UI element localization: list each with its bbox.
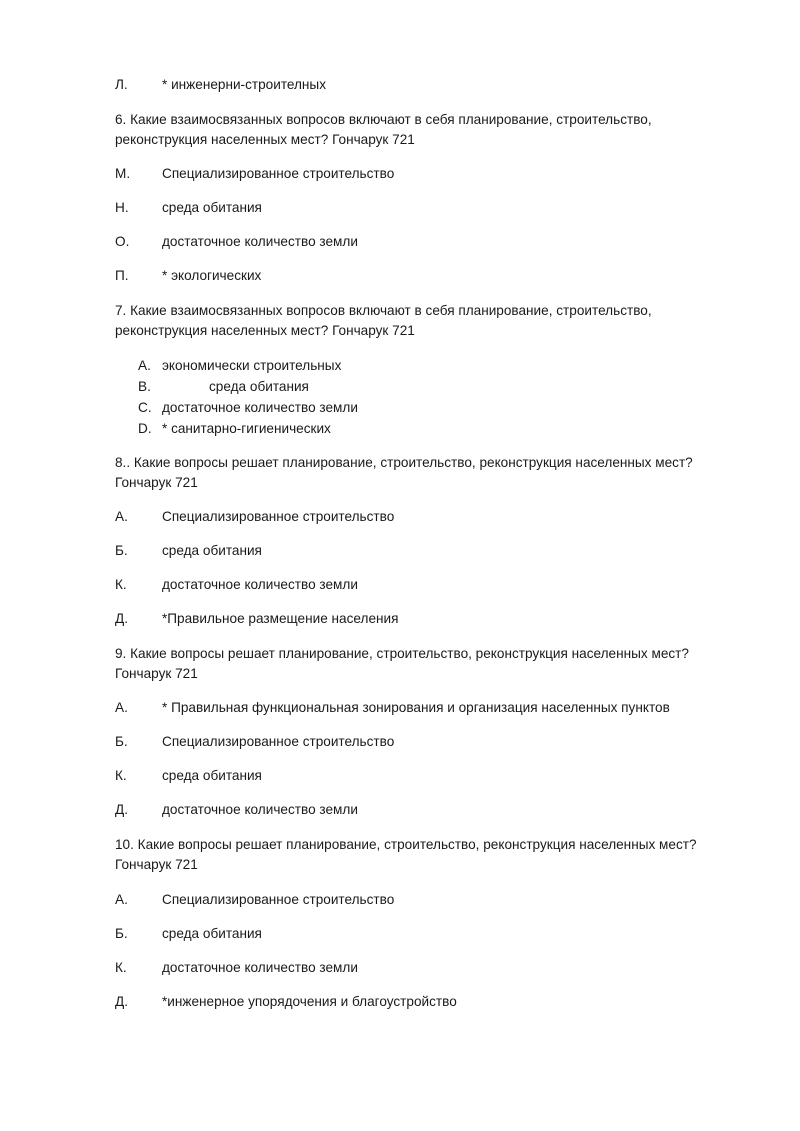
option-letter: А. <box>115 892 128 907</box>
option-text: Специализированное строительство <box>162 892 395 907</box>
option-text: * экологических <box>162 268 262 283</box>
option-text: * Правильная функциональная зонирования и организация населенных пунктов <box>162 700 670 715</box>
answer-option <box>0 266 800 286</box>
answer-option <box>0 419 800 439</box>
option-text: достаточное количество земли <box>162 234 358 249</box>
question-line: реконструкция населенных мест? Гончарук 721 <box>115 323 415 338</box>
option-text: среда обитания <box>162 926 262 941</box>
option-text: достаточное количество земли <box>162 960 358 975</box>
option-letter: О. <box>115 234 130 249</box>
answer-option <box>0 800 800 820</box>
option-letter: А. <box>115 700 128 715</box>
option-letter: Б. <box>115 543 128 558</box>
question-line: Гончарук 721 <box>115 666 198 681</box>
question-line: Гончарук 721 <box>115 857 198 872</box>
option-text: достаточное количество земли <box>162 577 358 592</box>
option-text: Специализированное строительство <box>162 509 395 524</box>
option-letter: A. <box>138 358 151 373</box>
answer-option <box>0 924 800 944</box>
option-text: * инженерни-строителных <box>162 77 327 92</box>
question-line: реконструкция населенных мест? Гончарук 721 <box>115 132 415 147</box>
option-letter: П. <box>115 268 129 283</box>
answer-option <box>0 890 800 910</box>
answer-option <box>0 958 800 978</box>
answer-option <box>0 164 800 184</box>
answer-option <box>0 541 800 561</box>
option-text: Специализированное строительство <box>162 166 395 181</box>
answer-option <box>0 507 800 527</box>
answer-option <box>0 575 800 595</box>
question-line: 8.. Какие вопросы решает планирование, строительство, реконструкция населенных мест? <box>115 455 693 470</box>
answer-option <box>0 609 800 629</box>
option-text: среда обитания <box>162 768 262 783</box>
option-letter: Л. <box>115 77 128 92</box>
option-letter: Н. <box>115 200 129 215</box>
answer-option <box>0 198 800 218</box>
option-letter: К. <box>115 960 127 975</box>
answer-option <box>0 398 800 418</box>
answer-option <box>0 766 800 786</box>
option-letter: К. <box>115 768 127 783</box>
option-letter: D. <box>138 421 152 436</box>
option-letter: А. <box>115 509 128 524</box>
answer-option <box>0 232 800 252</box>
option-letter: Д. <box>115 994 128 1009</box>
option-text: достаточное количество земли <box>162 400 358 415</box>
option-text: среда обитания <box>209 379 309 394</box>
answer-option <box>0 356 800 376</box>
answer-option <box>0 75 800 95</box>
option-letter: Б. <box>115 734 128 749</box>
option-text: среда обитания <box>162 200 262 215</box>
answer-option <box>0 992 800 1012</box>
answer-option <box>0 732 800 752</box>
option-letter: Д. <box>115 611 128 626</box>
question-line: 7. Какие взаимосвязанных вопросов включают в себя планирование, строительство, <box>115 303 652 318</box>
option-letter: B. <box>138 379 151 394</box>
option-text: достаточное количество земли <box>162 802 358 817</box>
option-letter: Б. <box>115 926 128 941</box>
option-text: *инженерное упорядочения и благоустройство <box>162 994 457 1009</box>
answer-option <box>0 698 800 718</box>
question-line: Гончарук 721 <box>115 475 198 490</box>
question-line: 10. Какие вопросы решает планирование, строительство, реконструкция населенных мест? <box>115 837 697 852</box>
option-text: среда обитания <box>162 543 262 558</box>
option-letter: К. <box>115 577 127 592</box>
option-text: * санитарно-гигиенических <box>162 421 331 436</box>
question-line: 9. Какие вопросы решает планирование, строительство, реконструкция населенных мест? <box>115 646 689 661</box>
option-text: экономически строительных <box>162 358 342 373</box>
option-letter: М. <box>115 166 131 181</box>
option-letter: Д. <box>115 802 128 817</box>
answer-option <box>0 377 800 397</box>
option-letter: C. <box>138 400 152 415</box>
option-text: *Правильное размещение населения <box>162 611 399 626</box>
option-text: Специализированное строительство <box>162 734 395 749</box>
question-line: 6. Какие взаимосвязанных вопросов включают в себя планирование, строительство, <box>115 112 652 127</box>
